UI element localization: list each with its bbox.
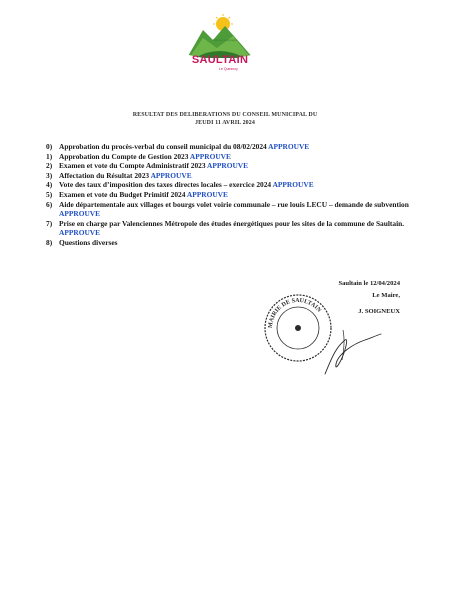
agenda-number: 4) bbox=[46, 180, 53, 190]
agenda-item bbox=[46, 152, 416, 162]
logo-tagline: Ville de campagne bbox=[213, 38, 238, 42]
agenda-text: Prise en charge par Valenciennes Métropole des études énergétiques pour les sites de la commune de Saultain. bbox=[59, 218, 405, 228]
document-title bbox=[0, 111, 450, 127]
agenda-item bbox=[46, 171, 416, 181]
signature-name: J. SOIGNEUX bbox=[358, 308, 400, 315]
agenda-number: 2) bbox=[46, 161, 53, 171]
agenda-number: 0) bbox=[46, 142, 53, 151]
status-badge: APPROUVE bbox=[207, 161, 249, 171]
stamp-text: MAIRIE DE SAULTAIN bbox=[267, 297, 322, 329]
logo-name: SAULTAIN bbox=[191, 54, 249, 66]
agenda-number: 6) bbox=[46, 199, 53, 209]
status-badge: APPROUVE bbox=[59, 228, 101, 238]
agenda-text: Affectation du Résultat 2023 bbox=[59, 170, 151, 180]
signature-role: Le Maire, bbox=[372, 292, 400, 299]
status-badge: APPROUVE bbox=[272, 180, 314, 190]
status-badge: APPROUVE bbox=[189, 151, 231, 161]
agenda-item bbox=[46, 190, 416, 200]
agenda-number: 8) bbox=[46, 237, 53, 247]
signature-date: Saultain le 12/04/2024 bbox=[338, 280, 400, 287]
title-line-2: JEUDI 11 AVRIL 2024 bbox=[195, 120, 255, 126]
agenda-number: 3) bbox=[46, 170, 53, 180]
agenda-text: Approbation du procès-verbal du conseil municipal du 08/02/2024 bbox=[59, 142, 269, 151]
logo-subtitle: Le Quesnoy bbox=[219, 67, 238, 71]
agenda-text: Examen et vote du Budget Primitif 2024 bbox=[59, 189, 187, 199]
agenda-item bbox=[46, 180, 416, 190]
title-line-1: RESULTAT DES DELIBERATIONS DU CONSEIL MUNICIPAL DU bbox=[132, 112, 318, 118]
agenda-number: 7) bbox=[46, 218, 53, 228]
status-badge: APPROUVE bbox=[186, 189, 228, 199]
commune-logo bbox=[183, 14, 257, 74]
status-badge: APPROUVE bbox=[268, 142, 310, 151]
agenda-item bbox=[46, 219, 416, 238]
agenda-list bbox=[46, 142, 416, 248]
status-badge: APPROUVE bbox=[59, 209, 101, 219]
agenda-number: 5) bbox=[46, 189, 53, 199]
agenda-text: Questions diverses bbox=[59, 237, 118, 247]
agenda-text: Vote des taux d’imposition des taxes directes locales – exercice 2024 bbox=[59, 180, 273, 190]
status-badge: APPROUVE bbox=[150, 170, 192, 180]
agenda-item bbox=[46, 200, 416, 219]
agenda-text: Aide départementale aux villages et bourgs volet voirie communale – rue louis LECU – demande de subvention bbox=[59, 199, 409, 209]
handwritten-signature-icon bbox=[305, 320, 385, 380]
agenda-item bbox=[46, 142, 416, 152]
agenda-number: 1) bbox=[46, 151, 53, 161]
agenda-text: Examen et vote du Compte Administratif 2023 bbox=[59, 161, 208, 171]
agenda-text: Approbation du Compte de Gestion 2023 bbox=[59, 151, 190, 161]
agenda-item bbox=[46, 161, 416, 171]
agenda-item bbox=[46, 238, 416, 248]
